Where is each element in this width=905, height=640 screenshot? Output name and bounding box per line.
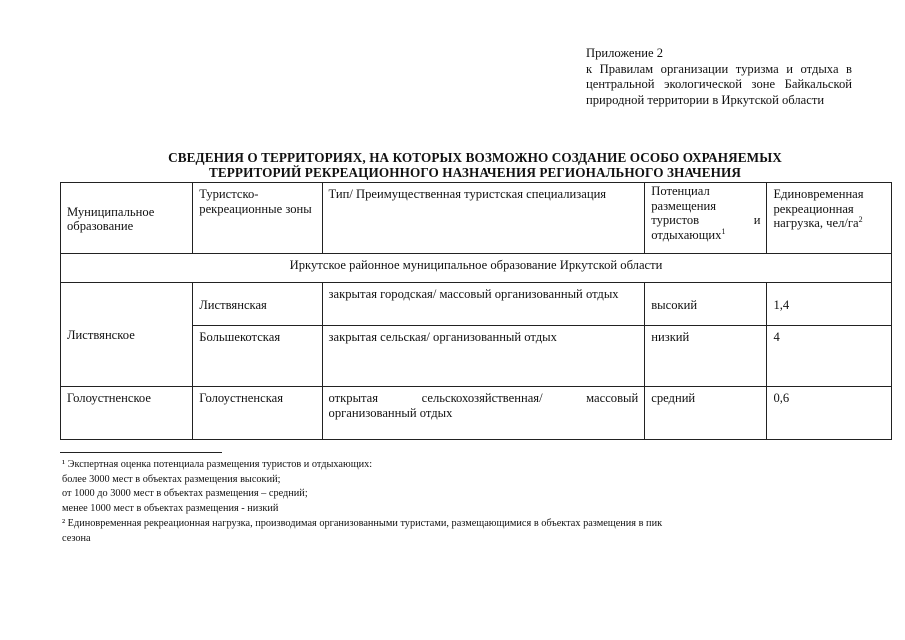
cell-type-text: открытая сельскохозяйственная/ массовый организованный отдых bbox=[328, 391, 639, 420]
header-type-text: Тип/ Преимущественная туристская специализация bbox=[328, 187, 607, 201]
document-title bbox=[60, 150, 890, 180]
header-potential-footnote-mark: 1 bbox=[721, 226, 726, 236]
cell-type-text: закрытая городская/ массовый организованный отдых bbox=[328, 287, 619, 301]
cell-potential: высокий bbox=[645, 283, 767, 326]
cell-potential: средний bbox=[645, 387, 767, 440]
footnote-divider bbox=[60, 452, 222, 453]
cell-type bbox=[322, 387, 645, 440]
table-row bbox=[61, 387, 892, 440]
header-municipality: Муниципальное образование bbox=[61, 183, 193, 254]
cell-type bbox=[322, 283, 645, 326]
footnote-line: от 1000 до 3000 мест в объектах размещения – средний; bbox=[62, 488, 308, 500]
cell-load: 1,4 bbox=[767, 283, 892, 326]
footnotes bbox=[62, 458, 862, 546]
table-row bbox=[61, 283, 892, 326]
footnote-line: менее 1000 мест в объектах размещения - низкий bbox=[62, 503, 279, 515]
title-line-2: ТЕРРИТОРИЙ РЕКРЕАЦИОННОГО НАЗНАЧЕНИЯ РЕГИОНАЛЬНОГО ЗНАЧЕНИЯ bbox=[208, 165, 742, 180]
header-type bbox=[322, 183, 645, 254]
header-zones: Туристско-рекреационные зоны bbox=[193, 183, 322, 254]
cell-zone: Большекотская bbox=[193, 326, 322, 387]
header-load bbox=[767, 183, 892, 254]
title-line-1: СВЕДЕНИЯ О ТЕРРИТОРИЯХ, НА КОТОРЫХ ВОЗМОЖНО СОЗДАНИЕ ОСОБО ОХРАНЯЕМЫХ bbox=[168, 150, 782, 165]
header-load-text: Единовременная рекреационная нагрузка, чел/га bbox=[773, 187, 864, 230]
territories-table bbox=[60, 182, 892, 440]
footnote-line: более 3000 мест в объектах размещения высокий; bbox=[62, 473, 281, 485]
header-load-footnote-mark: 2 bbox=[858, 214, 863, 224]
footnote-line: сезона bbox=[62, 532, 91, 544]
cell-municipality: Голоустненское bbox=[61, 387, 193, 440]
footnote-line: ² Единовременная рекреационная нагрузка, производимая организованными туристами, размещающимися в объектах размещения в пик bbox=[62, 517, 663, 529]
table-header-row bbox=[61, 183, 892, 254]
footnote-line: ¹ Экспертная оценка потенциала размещения туристов и отдыхающих: bbox=[62, 459, 373, 470]
region-row bbox=[61, 254, 892, 283]
region-name: Иркутское районное муниципальное образование Иркутской области bbox=[61, 254, 892, 283]
cell-potential: низкий bbox=[645, 326, 767, 387]
appendix-note bbox=[586, 46, 852, 108]
appendix-text: к Правилам организации туризма и отдыха в центральной экологической зоне Байкальской природной территории в Иркутской области bbox=[586, 61, 852, 107]
cell-municipality: Листвянское bbox=[61, 283, 193, 387]
header-potential bbox=[645, 183, 767, 254]
header-potential-text: Потенциал размещения туристов и отдыхающих bbox=[651, 184, 761, 242]
cell-zone: Листвянская bbox=[193, 283, 322, 326]
cell-type: закрытая сельская/ организованный отдых bbox=[322, 326, 645, 387]
appendix-heading: Приложение 2 bbox=[586, 46, 664, 60]
cell-zone: Голоустненская bbox=[193, 387, 322, 440]
cell-load: 4 bbox=[767, 326, 892, 387]
cell-load: 0,6 bbox=[767, 387, 892, 440]
